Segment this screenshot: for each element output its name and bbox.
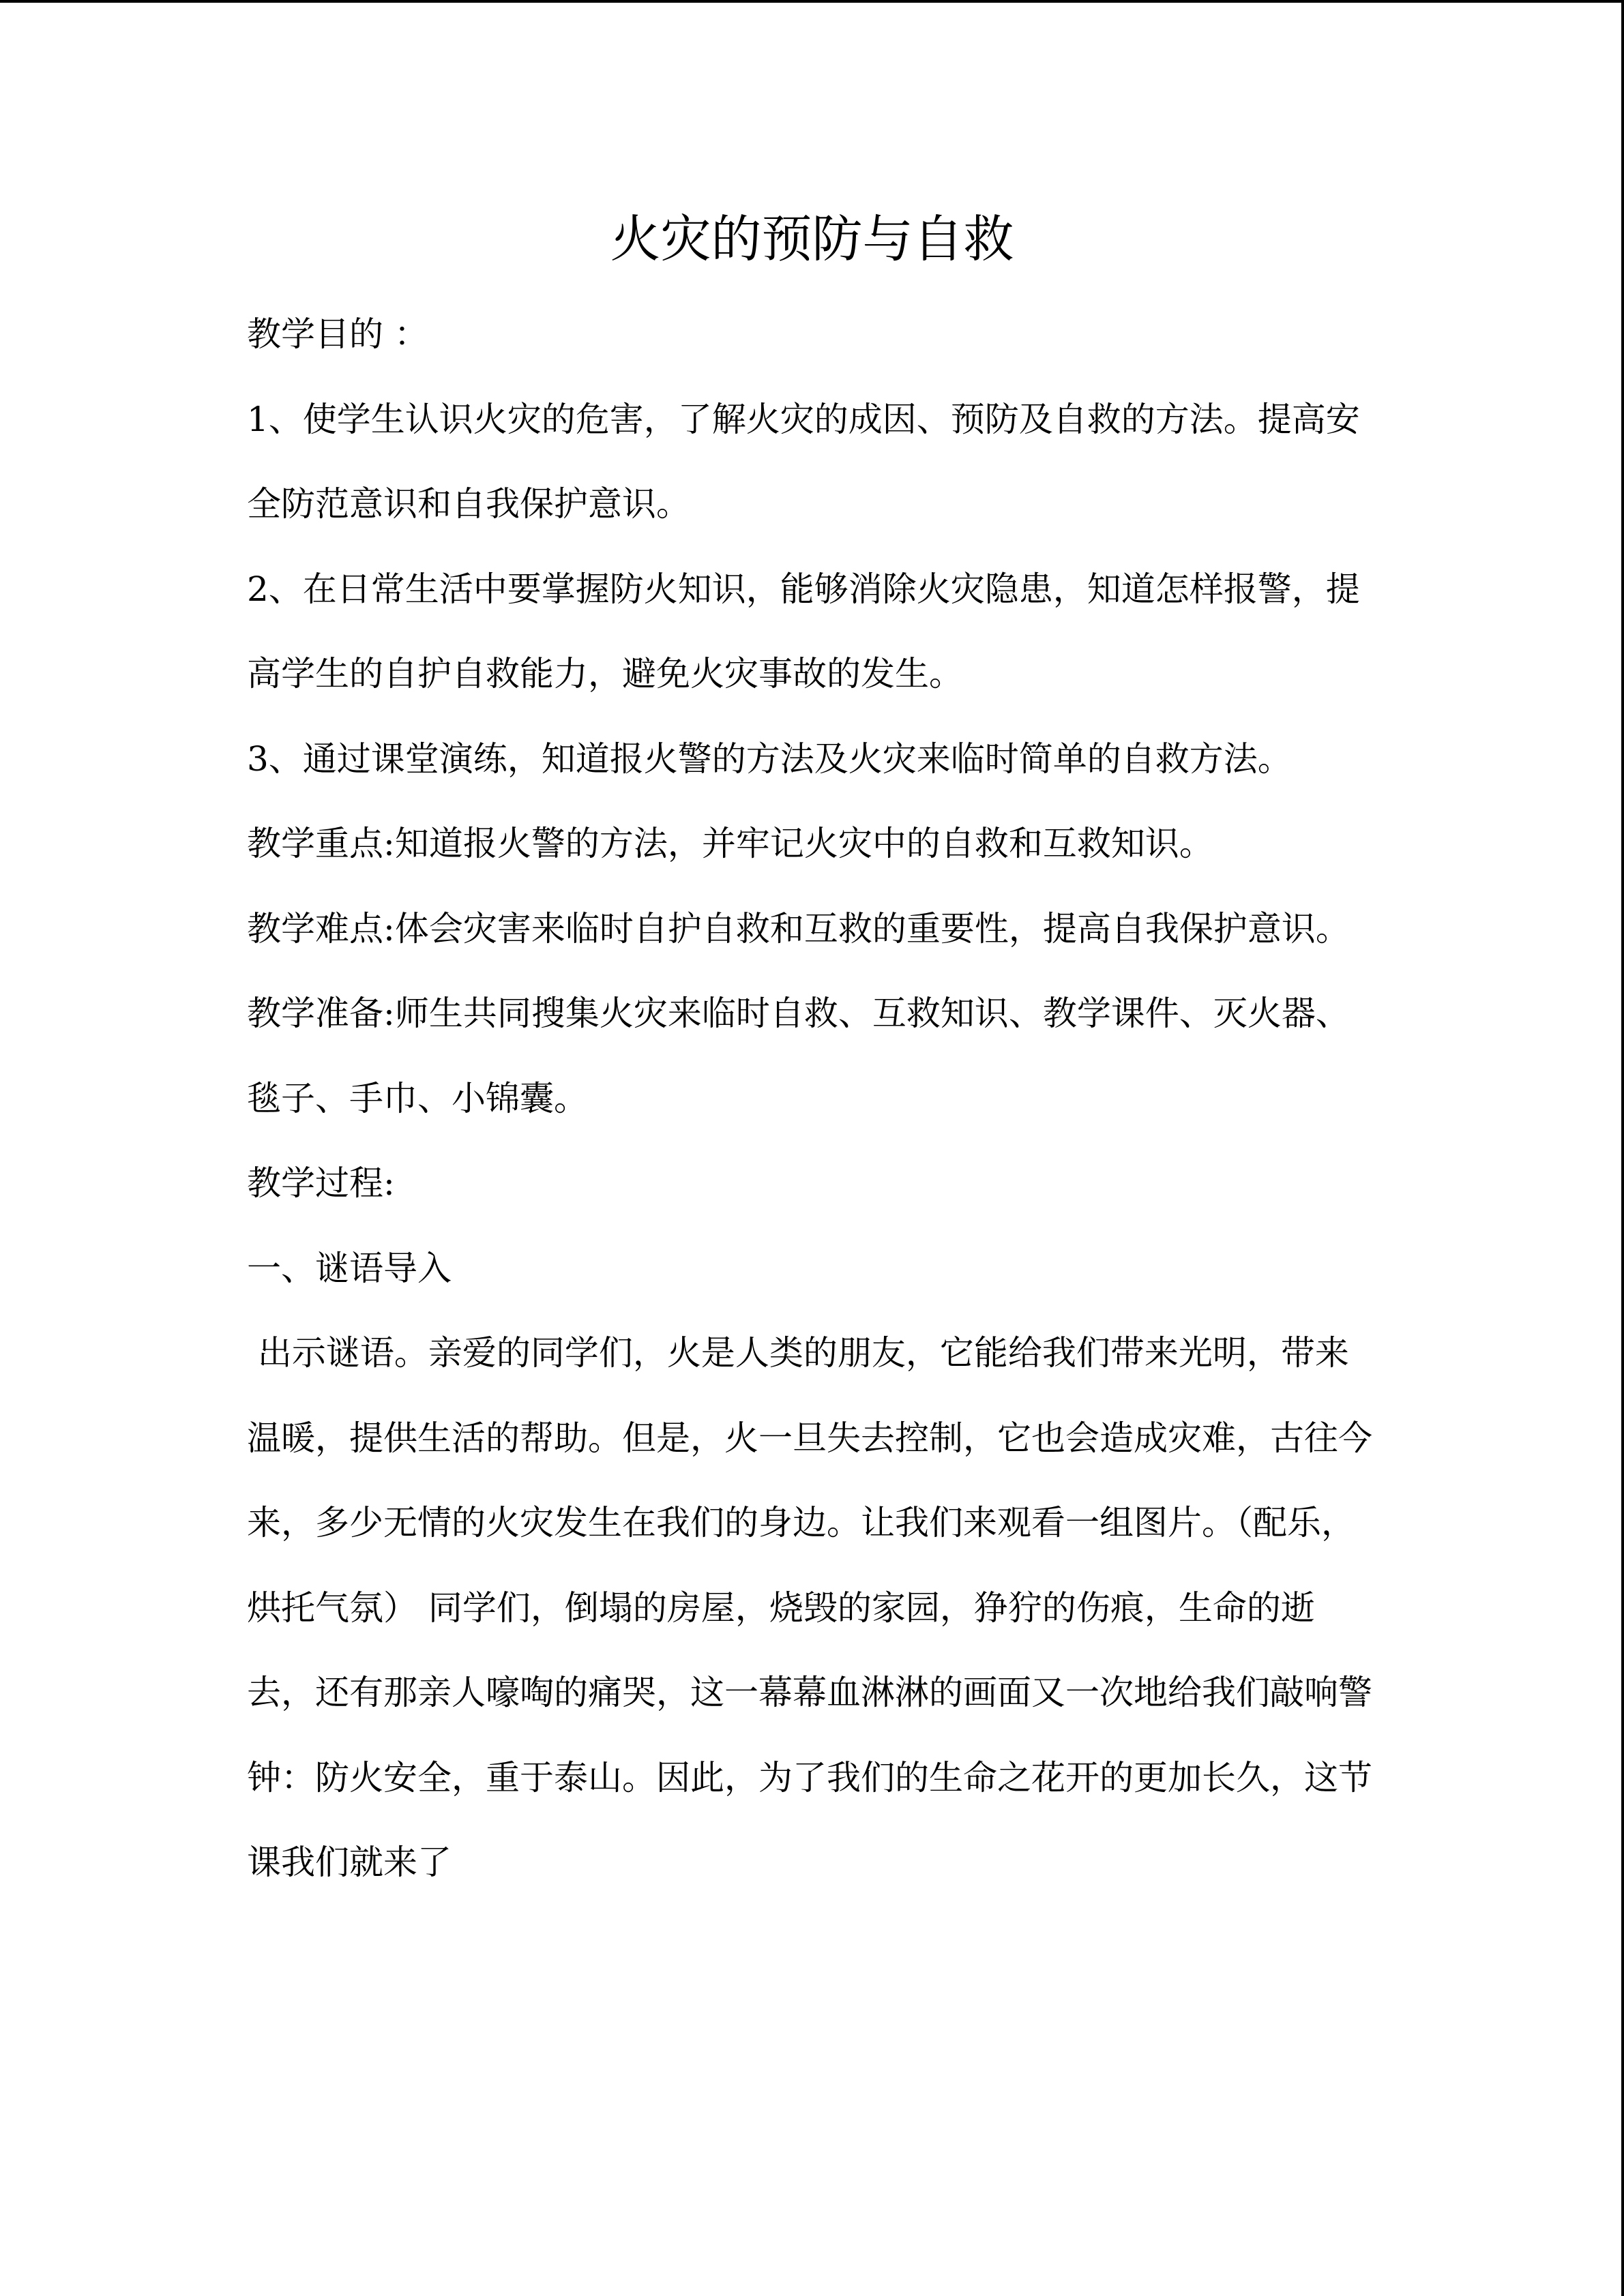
page-border-top — [0, 0, 1624, 3]
document-body — [247, 292, 1379, 1905]
paragraph-key-points: 教学重点:知道报火警的方法，并牢记火灾中的自救和互救知识。 — [247, 824, 1213, 863]
paragraph-objective-3: 3、通过课堂演练，知道报火警的方法及火灾来临时简单的自救方法。 — [247, 739, 1292, 779]
document-title: 火灾的预防与自救 — [610, 210, 1014, 269]
paragraph-teaching-objectives-heading: 教学目的 ： — [247, 314, 428, 354]
paragraph-objective-1: 1、使学生认识火灾的危害，了解火灾的成因、预防及自救的方法。提高安全防范意识和自我保护意识。 — [247, 399, 1360, 524]
paragraph-difficulties: 教学难点:体会灾害来临时自护自救和互救的重要性，提高自我保护意识。 — [247, 908, 1350, 949]
paragraph-process-heading: 教学过程: — [247, 1163, 395, 1203]
paragraph-objective-2: 2、在日常生活中要掌握防火知识，能够消除火灾隐患，知道怎样报警，提高学生的自护自救能力，避免火灾事故的发生。 — [247, 569, 1360, 694]
paragraph-preparation: 教学准备:师生共同搜集火灾来临时自救、互救知识、教学课件、灭火器、毯子、手巾、小锦囊。 — [247, 994, 1350, 1118]
paragraph-riddle-intro: 出示谜语。亲爱的同学们，火是人类的朋友，它能给我们带来光明，带来温暖，提供生活的帮助。但是，火一旦失去控制，它也会造成灾难，古往今来，多少无情的火灾发生在我们的身边。让我们来观看一组图片。（配乐，烘托气氛） 同学们，倒塌的房屋，烧毁的家园，狰狞的伤痕，生命的逝去，还有那亲人嚎啕的痛哭，这一幕幕血淋淋的画面又一次地给我们敲响警钟：防火安全，重于泰山。因此，为了我们的生命之花开的更加长久，这节课我们就来了 — [247, 1333, 1372, 1882]
page-border-right — [1621, 0, 1624, 2296]
paragraph-section-one-heading: 一、谜语导入 — [247, 1248, 452, 1288]
